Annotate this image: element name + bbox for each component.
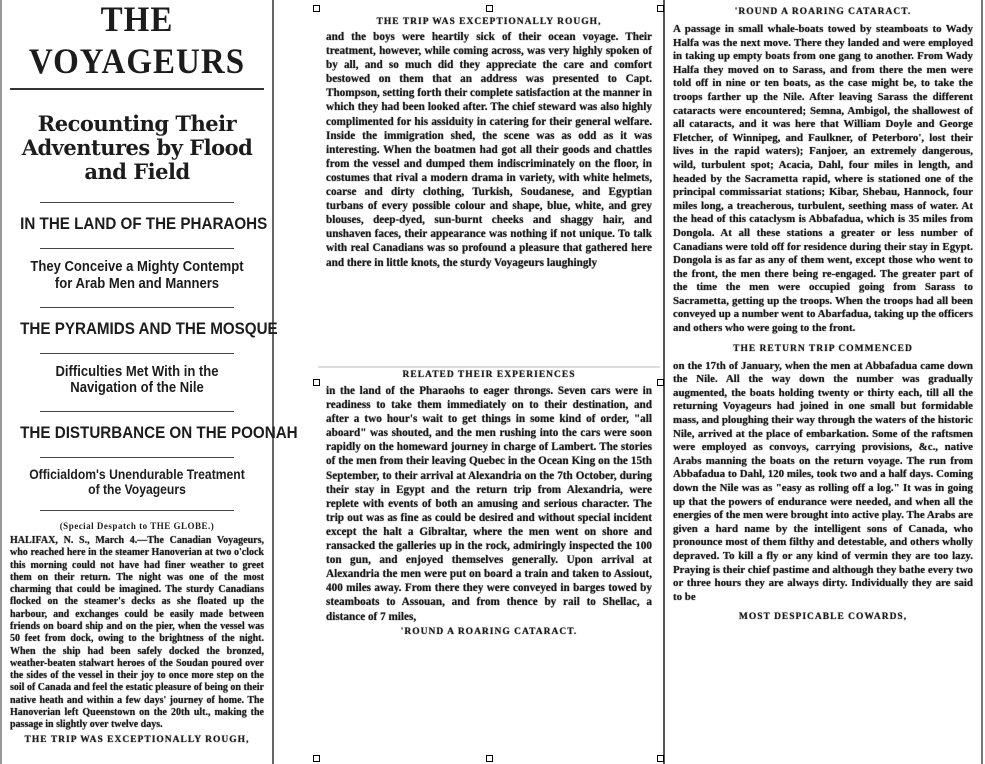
divider [40, 510, 234, 511]
headline-deck: THE PYRAMIDS AND THE MOSQUE [20, 319, 278, 338]
article-body: and the boys were heartily sick of their ocean voyage. Their treatment, however, while coming across, was very highly spoken of by all, and so much did they appreciate the care and comfort bestowed on them that an address was presented to Capt. Thompson, setting forth their complete satisfaction at the manner in which they had been looked after. The chief steward was also highly complimented for his assiduity in catering for their general welfare. Inside the immigration shed, the scene was as odd as it was interesting. When the boatmen had got all their goods and chattles from the vessel and dumped them indiscriminately on the floor, in costumes that rival a modern drama in variety, with white helmets, coarse and dirty clothing, Turkish, Soudanese, and Egyptian turbans of every possible colour and shape, blue, white, and grey blouses, deep-dyed, sun-burnt cheeks and shaggy hair, and unshaven faces, their appearance was nothing if not unique. To talk with real Canadians was so profound a pleasure that gathered here and there in little knots, the sturdy Voyageurs laughingly [326, 31, 652, 269]
right-column [663, 0, 983, 764]
divider [40, 202, 234, 203]
divider [318, 366, 660, 368]
article-title: THE VOYAGEURS [28, 0, 246, 82]
dateline: (Special Despatch to THE GLOBE.) [59, 520, 215, 531]
resize-handle[interactable] [657, 5, 664, 12]
resize-handle[interactable] [313, 379, 320, 386]
headline-deck: They Conceive a Mighty Contempt for Arab Men and Manners [30, 259, 244, 292]
article-body: A passage in small whale-boats towed by steamboats to Wady Halfa was the next move. There they landed and were employed in taking up empty boats from one gang to another. From Wady Halfa they moved on to Sarass, and from there the men were told off in nine or ten boats, as the case might be, to take the troops farther up the Nile. After leaving Sarass the different cataracts were encountered; Semna, Ambigol, the shallowest of all cataracts, and it was here that William Doyle and George Fletcher, of Winnipeg, and Faulkner, of Peterboro', lost their lives in the rapid waters); Fanjoer, an extremely dangerous, wild, turbulent spot; Acacia, Dahl, four miles in length, and headed by the Sacrametta rapid, where is stationed one of the principal commissariat stations; Kibar, Shebau, Hannock, four miles long, a treacherous, turbulent, seething mass of water. At the head of this cataclysm is Abbafadua, which is 35 miles from Dongola. At all these stations a greater or less number of Canadians were told off for residence during their stay in Egypt. Dongola is as far as any of them went, except those who went to the front, the men there being re-engaged. The greater part of the time the men were occupied going from Sarass to Sacrametta, getting up the troops. When the troops had all been conveyed up a number went to Abarfadua, taking up the officers and others who were going to the front. [673, 23, 973, 335]
subheading: 'ROUND A ROARING CATARACT. [400, 626, 578, 637]
subheading: THE TRIP WAS EXCEPTIONALLY ROUGH, [376, 17, 602, 27]
subheading: THE RETURN TRIP COMMENCED [733, 343, 913, 354]
resize-handle[interactable] [657, 755, 664, 762]
middle-column-bottom [318, 372, 660, 758]
middle-column-top [318, 8, 660, 368]
divider [40, 457, 234, 458]
resize-handle[interactable] [313, 755, 320, 762]
subheading: 'ROUND A ROARING CATARACT. [734, 7, 912, 17]
divider [40, 248, 234, 249]
divider [40, 307, 234, 308]
subheading: THE TRIP WAS EXCEPTIONALLY ROUGH, [24, 734, 250, 745]
article-body: HALIFAX, N. S., March 4.—The Canadian Voyageurs, who reached here in the steamer Hanoverian at two o'clock this morning could not have had finer weather to greet them on their return. The night was one of the most charming that could be imagined. The sturdy Canadians flocked on the steamer's decks as she floated up the harbour, and exchanges could be easily made between friends on board ship and on the pier, when the vessel was 50 feet from dock, owing to the brightness of the night. When the ship had been safely docked the bronzed, weather-beaten stalwart heroes of the Soudan poured over the sides of the vessel in their joy to once more step on the soil of Canada and feel the estatic pleasure of being on their native heath and within a few days' journey of home. The Hanoverian left Queenstown on the 20th ult., making the passage in slightly over twelve days. [10, 534, 264, 731]
divider [10, 88, 264, 90]
subheading: MOST DESPICABLE COWARDS, [738, 612, 908, 623]
subheading: RELATED THEIR EXPERIENCES [402, 370, 576, 380]
resize-handle[interactable] [657, 379, 664, 386]
article-body: on the 17th of January, when the men at Abbafadua came down the Nile. All the way down the number was gradually augmented, the boats holding twenty or thirty each, till all the returning Voyageurs had joined in one small but formidable mass, and ploughing their way through the waters of the historic Nile, arrived at the place of embarkation. Some of the raftsmen were employed as convoys, carrying provisions, &c., native Arabs manning the boats on the return voyage. The run from Abbafadua to Dahl, 120 miles, took two and a half days. Coming down the Nile was as "easy as rolling off a log." It was in going up that the powers of endurance were needed, and when all the energies of the men were brought into active play. The Arabs are given a hard name by the intelligent sons of Canada, who pronounce most of them filthy and detestable, and others wholly depraved. To kill a fly or any kind of vermin they are too lazy. Praying is their chief pastime and although they bathe every two or three hours they are always dirty. Individually they are said to be [673, 359, 973, 603]
resize-handle[interactable] [486, 755, 493, 762]
left-column [0, 0, 298, 764]
headline-deck: Difficulties Met With in the Navigation of the Nile [55, 363, 219, 397]
divider [40, 353, 234, 354]
headline-deck: Recounting Their Adventures by Flood and Field [21, 110, 253, 185]
divider [40, 411, 234, 412]
headline-deck: THE DISTURBANCE ON THE POONAH [20, 423, 298, 442]
resize-handle[interactable] [486, 5, 493, 12]
article-body: in the land of the Pharaohs to eager throngs. Seven cars were in readiness to take them immediately on to their destination, and after a two hour's wait to get things in some kind of order, "all aboard" was shouted, and the men rushing into the cars were soon rapidly on the homeward journey in charge of Lambert. The stories of the men from their leaving Quebec in the Ocean King on the 15th September, to their arrival at Alexandria on the 7th October, during their stay in Egypt and the return trip from Alexandria, were replete with events of both an amusing and serious character. The trip out was as fine as could be desired and without special incident except the halt a Gibraltar, where the men went on shore and ransacked the galleries up in the rock, admiringly inspected the 100 ton gun, and enjoyed themselves generally. Upon arrival at Alexandria the men were put on board a train and taken to Assiout, 400 miles away. From there they were conveyed in barges towed by steamboats to Assouan, and from thence by rail to Shellac, a distance of 7 miles, [326, 385, 652, 623]
headline-deck: IN THE LAND OF THE PHARAOHS [20, 215, 268, 234]
resize-handle[interactable] [313, 5, 320, 12]
headline-deck: Officialdom's Unendurable Treatment of the Voyageurs [29, 466, 245, 498]
